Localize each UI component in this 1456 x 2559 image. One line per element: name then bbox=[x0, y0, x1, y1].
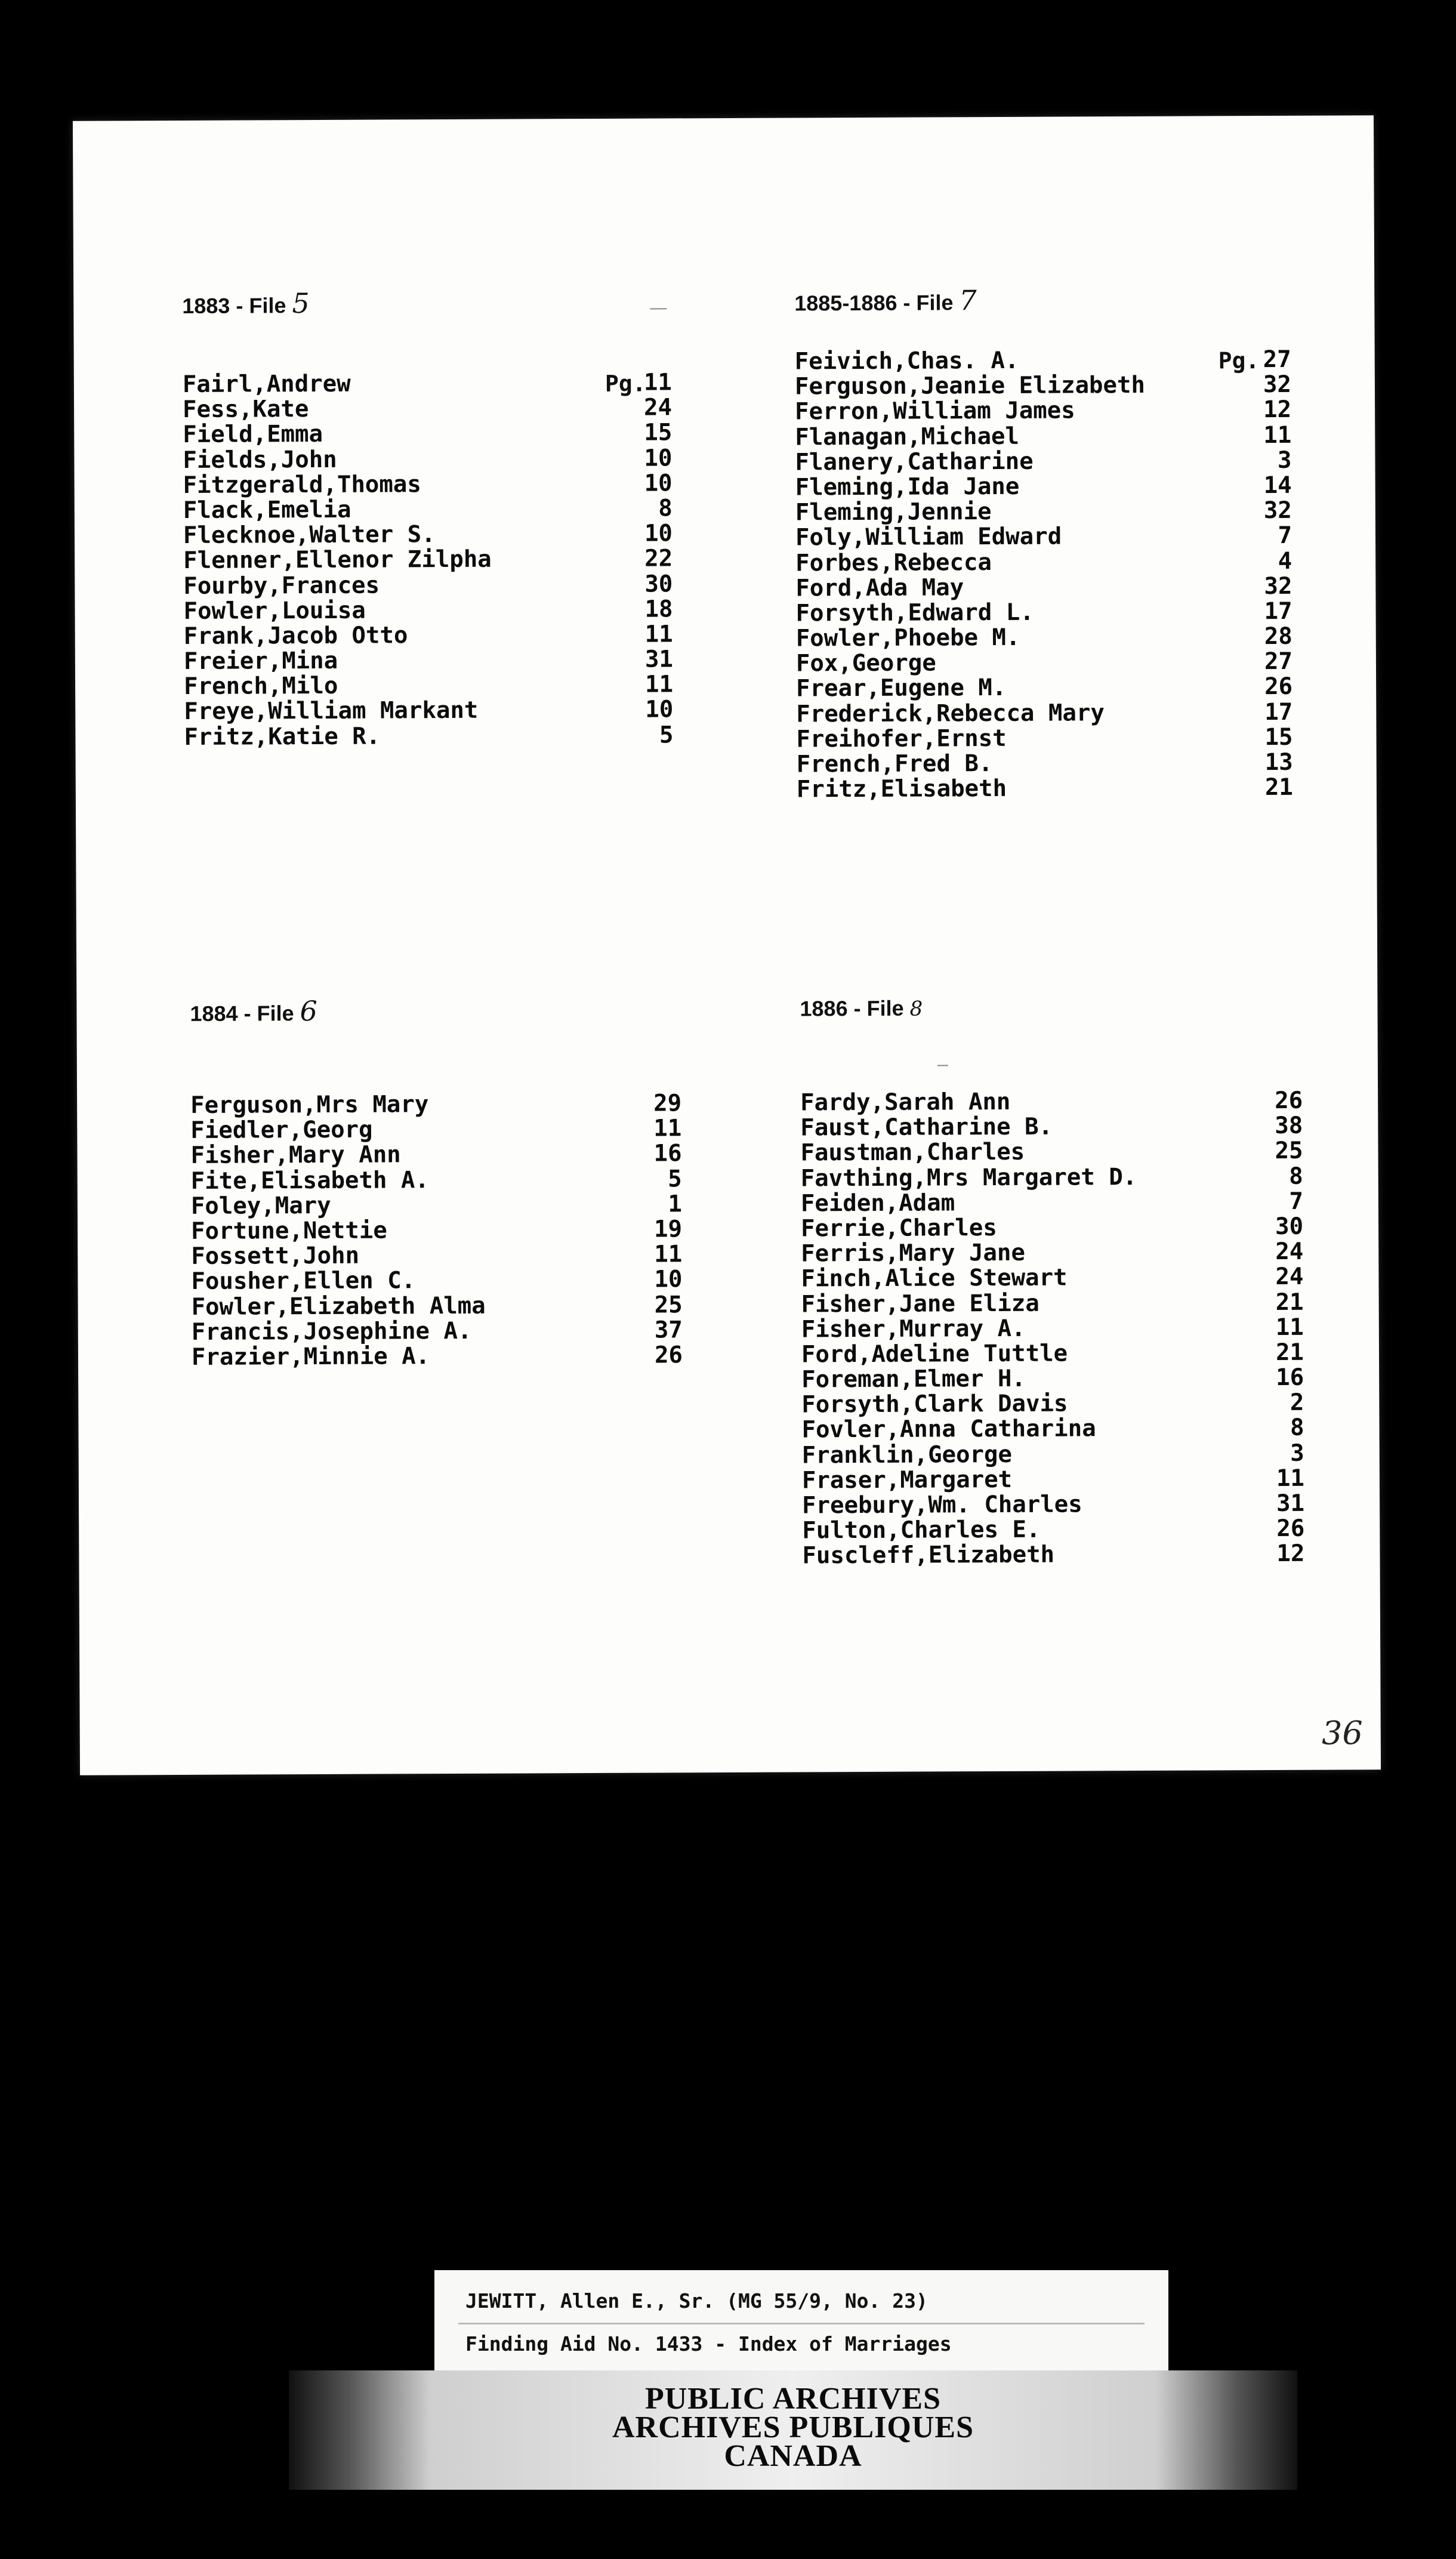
entry-name: Fraser,Margaret bbox=[801, 1466, 1013, 1494]
index-entry bbox=[795, 599, 1362, 626]
entry-name: Fowler,Phoebe M. bbox=[795, 624, 1020, 652]
index-entry bbox=[797, 750, 1364, 777]
entry-page: 13 bbox=[1264, 748, 1293, 776]
entry-page: 11 bbox=[654, 1241, 683, 1268]
entry-page: 30 bbox=[1275, 1213, 1304, 1240]
entry-page: 30 bbox=[644, 570, 673, 598]
index-entry bbox=[801, 1416, 1368, 1443]
entry-page: 10 bbox=[644, 470, 673, 497]
entry-page: 10 bbox=[654, 1266, 683, 1293]
entry-page: 5 bbox=[659, 722, 674, 749]
entry-name: Freebury,Wm. Charles bbox=[802, 1491, 1082, 1519]
entry-list bbox=[795, 347, 1364, 803]
file-number: 7 bbox=[959, 284, 977, 317]
finding-aid-label bbox=[434, 2270, 1168, 2376]
entry-name: Faust,Catharine B. bbox=[800, 1113, 1053, 1142]
section-1885-1886 bbox=[794, 282, 1361, 803]
entry-page: 32 bbox=[1264, 572, 1292, 600]
entry-name: Fitzgerald,Thomas bbox=[183, 470, 421, 499]
index-entry bbox=[795, 473, 1362, 500]
index-entry bbox=[795, 548, 1362, 576]
index-entry bbox=[801, 1315, 1368, 1342]
entry-page: 12 bbox=[1276, 1540, 1305, 1568]
entry-page: 11 bbox=[653, 1115, 682, 1142]
index-entry bbox=[190, 1116, 757, 1143]
entry-name: Fess,Kate bbox=[182, 396, 309, 424]
entry-list bbox=[190, 1091, 758, 1370]
entry-page: 24 bbox=[1275, 1263, 1304, 1291]
entry-name: Fisher,Jane Eliza bbox=[801, 1290, 1039, 1318]
entry-list bbox=[183, 370, 751, 750]
index-entry bbox=[795, 498, 1362, 525]
section-heading-text: 1886 - File bbox=[800, 995, 904, 1021]
entry-name: Field,Emma bbox=[183, 421, 323, 449]
entry-page: 26 bbox=[1275, 1087, 1303, 1114]
entry-name: Fritz,Katie R. bbox=[184, 723, 381, 751]
index-entry bbox=[795, 372, 1362, 400]
entry-page: 7 bbox=[1278, 522, 1292, 550]
index-entry bbox=[184, 672, 751, 699]
entry-page: 10 bbox=[644, 444, 673, 472]
section-heading bbox=[800, 996, 923, 1022]
entry-page: 31 bbox=[644, 646, 674, 673]
stray-mark bbox=[650, 308, 667, 309]
public-archives-stamp bbox=[289, 2370, 1297, 2490]
entry-name: Flanagan,Michael bbox=[795, 423, 1020, 451]
entry-page: 11 bbox=[1275, 1314, 1304, 1341]
entry-name: Fowler,Elizabeth Alma bbox=[191, 1292, 486, 1321]
entry-name: Ferris,Mary Jane bbox=[801, 1239, 1026, 1268]
index-entry bbox=[192, 1292, 758, 1319]
index-entry bbox=[802, 1541, 1369, 1569]
entry-page: 11 bbox=[1276, 1465, 1305, 1492]
index-entry bbox=[796, 649, 1363, 677]
entry-name: Fardy,Sarah Ann bbox=[800, 1088, 1011, 1117]
index-entry bbox=[184, 622, 751, 649]
index-entry bbox=[184, 647, 751, 674]
index-entry bbox=[183, 546, 750, 574]
entry-page: 8 bbox=[1290, 1414, 1304, 1442]
entry-page: 38 bbox=[1275, 1112, 1303, 1140]
index-entry bbox=[795, 448, 1362, 475]
stamp-line-3: CANADA bbox=[724, 2439, 862, 2473]
index-entry bbox=[191, 1217, 758, 1244]
entry-name: Flanery,Catharine bbox=[795, 448, 1034, 476]
section-heading bbox=[182, 287, 310, 320]
index-entry bbox=[801, 1340, 1368, 1367]
entry-name: Fleming,Jennie bbox=[795, 498, 992, 526]
entry-name: Fiedler,Georg bbox=[190, 1116, 373, 1145]
entry-page: 11 bbox=[643, 369, 672, 396]
file-number: 8 bbox=[909, 997, 923, 1021]
index-entry bbox=[191, 1242, 758, 1269]
index-entry bbox=[801, 1189, 1368, 1216]
index-entry bbox=[183, 395, 749, 423]
entry-name: Fisher,Mary Ann bbox=[190, 1141, 401, 1170]
entry-name: Fovler,Anna Catharina bbox=[801, 1415, 1096, 1444]
entry-name: French,Milo bbox=[184, 673, 338, 701]
entry-name: Fourby,Frances bbox=[183, 572, 380, 600]
entry-page: 31 bbox=[1276, 1490, 1305, 1517]
entry-page: 27 bbox=[1264, 648, 1293, 676]
file-number: 6 bbox=[300, 994, 317, 1028]
entry-name: Ford,Adeline Tuttle bbox=[801, 1340, 1068, 1368]
entry-page: 16 bbox=[1276, 1364, 1304, 1392]
index-entry bbox=[191, 1192, 758, 1219]
index-entry bbox=[795, 423, 1362, 450]
entry-name: Faustman,Charles bbox=[800, 1139, 1025, 1167]
index-entry bbox=[183, 471, 750, 498]
index-entry bbox=[796, 724, 1363, 752]
entry-page: 8 bbox=[1289, 1163, 1303, 1190]
entry-name: Foreman,Elmer H. bbox=[801, 1365, 1026, 1393]
stamp-line-1: PUBLIC ARCHIVES bbox=[644, 2382, 942, 2416]
index-entry bbox=[802, 1516, 1369, 1544]
entry-name: Fisher,Murray A. bbox=[801, 1315, 1026, 1343]
section-1883 bbox=[182, 285, 749, 751]
entry-page: 26 bbox=[1276, 1515, 1305, 1543]
index-entry bbox=[801, 1239, 1368, 1266]
entry-name: Finch,Alice Stewart bbox=[801, 1264, 1068, 1293]
entry-page: 37 bbox=[654, 1317, 683, 1344]
entry-page: 2 bbox=[1290, 1389, 1304, 1417]
label-divider bbox=[458, 2323, 1145, 2324]
section-1884 bbox=[190, 993, 757, 1371]
index-entry bbox=[800, 1114, 1367, 1141]
entry-page: 17 bbox=[1264, 597, 1292, 625]
entry-page: 8 bbox=[658, 495, 673, 522]
entry-name: Frear,Eugene M. bbox=[796, 674, 1007, 702]
index-entry bbox=[192, 1343, 758, 1370]
index-sheet bbox=[73, 115, 1381, 1775]
entry-page: 12 bbox=[1263, 396, 1292, 424]
stray-mark bbox=[937, 1065, 948, 1066]
index-entry bbox=[183, 370, 749, 397]
entry-page: 32 bbox=[1263, 497, 1292, 525]
index-entry bbox=[801, 1164, 1368, 1191]
label-line-reference: JEWITT, Allen E., Sr. (MG 55/9, No. 23) bbox=[465, 2289, 928, 2313]
stamp-line-2: ARCHIVES PUBLIQUES bbox=[612, 2410, 974, 2444]
entry-name: Fairl,Andrew bbox=[182, 370, 351, 398]
index-entry bbox=[801, 1265, 1368, 1292]
entry-name: Feiden,Adam bbox=[800, 1189, 955, 1217]
section-heading-text: 1885-1886 - File bbox=[794, 290, 954, 316]
entry-name: Fossett,John bbox=[191, 1242, 360, 1271]
index-entry bbox=[183, 521, 750, 548]
index-entry bbox=[795, 574, 1362, 601]
index-entry bbox=[192, 1317, 758, 1345]
entry-page: 15 bbox=[1264, 723, 1293, 751]
entry-name: Frederick,Rebecca Mary bbox=[796, 699, 1105, 728]
entry-name: Fuscleff,Elizabeth bbox=[802, 1541, 1055, 1570]
index-entry bbox=[802, 1491, 1369, 1518]
entry-name: Ford,Ada May bbox=[795, 574, 964, 602]
entry-name: Francis,Josephine A. bbox=[191, 1317, 472, 1346]
section-1886 bbox=[800, 994, 1366, 1570]
entry-page: 26 bbox=[1264, 673, 1293, 701]
entry-page: 21 bbox=[1264, 774, 1293, 801]
entry-name: Forsyth,Clark Davis bbox=[801, 1390, 1068, 1419]
entry-page: 11 bbox=[645, 671, 674, 698]
entry-name: Freye,William Markant bbox=[184, 697, 479, 726]
index-entry bbox=[801, 1391, 1368, 1418]
entry-page: 21 bbox=[1275, 1339, 1304, 1366]
section-heading bbox=[794, 284, 977, 317]
entry-page: 22 bbox=[644, 545, 673, 572]
sheet-number: 36 bbox=[1321, 1714, 1363, 1752]
index-entry bbox=[183, 597, 750, 624]
index-entry bbox=[191, 1166, 758, 1194]
entry-name: Forsyth,Edward L. bbox=[795, 599, 1034, 627]
entry-name: Freier,Mina bbox=[183, 647, 338, 676]
entry-page: 24 bbox=[1275, 1238, 1304, 1266]
page-column-label: Pg. bbox=[1218, 347, 1260, 374]
entry-page: 24 bbox=[644, 394, 673, 421]
index-entry bbox=[795, 397, 1362, 425]
entry-name: Franklin,George bbox=[801, 1441, 1013, 1469]
index-entry bbox=[183, 420, 749, 448]
index-entry bbox=[800, 1088, 1367, 1115]
entry-page: 7 bbox=[1289, 1188, 1303, 1215]
index-entry bbox=[796, 699, 1363, 727]
entry-page: 25 bbox=[654, 1291, 683, 1319]
entry-list bbox=[800, 1088, 1369, 1569]
entry-name: Favthing,Mrs Margaret D. bbox=[800, 1163, 1137, 1192]
index-entry bbox=[802, 1441, 1369, 1468]
entry-name: Fortune,Nettie bbox=[190, 1217, 387, 1245]
entry-page: 3 bbox=[1277, 446, 1292, 474]
entry-page: 19 bbox=[654, 1216, 683, 1243]
entry-page: 25 bbox=[1275, 1137, 1303, 1165]
entry-name: Ferguson,Mrs Mary bbox=[190, 1091, 429, 1119]
entry-name: Fite,Elisabeth A. bbox=[190, 1166, 429, 1195]
entry-page: 15 bbox=[644, 419, 673, 446]
index-entry bbox=[796, 674, 1363, 702]
entry-page: 17 bbox=[1264, 698, 1293, 726]
page-column-label: Pg. bbox=[604, 370, 646, 397]
entry-page: 10 bbox=[644, 520, 673, 547]
entry-page: 11 bbox=[644, 621, 673, 648]
index-entry bbox=[801, 1365, 1368, 1392]
entry-name: Fritz,Elisabeth bbox=[796, 775, 1007, 803]
entry-name: Ferguson,Jeanie Elizabeth bbox=[794, 372, 1146, 400]
entry-page: 11 bbox=[1263, 421, 1292, 449]
entry-name: Flecknoe,Walter S. bbox=[183, 521, 436, 550]
index-entry bbox=[183, 445, 749, 473]
entry-name: Fowler,Louisa bbox=[183, 597, 366, 625]
index-entry bbox=[802, 1466, 1369, 1493]
section-heading-text: 1884 - File bbox=[190, 1001, 294, 1026]
entry-page: 14 bbox=[1263, 471, 1292, 500]
entry-page: 21 bbox=[1275, 1288, 1304, 1316]
entry-name: Foly,William Edward bbox=[795, 523, 1062, 551]
index-entry bbox=[797, 775, 1364, 803]
entry-page: 29 bbox=[653, 1090, 682, 1117]
entry-page: 27 bbox=[1263, 346, 1291, 374]
entry-name: Ferron,William James bbox=[795, 397, 1075, 426]
entry-page: 32 bbox=[1263, 371, 1292, 399]
section-heading-text: 1883 - File bbox=[182, 293, 286, 318]
entry-name: Fleming,Ida Jane bbox=[795, 473, 1020, 501]
entry-name: French,Fred B. bbox=[796, 750, 993, 778]
entry-name: Fields,John bbox=[183, 446, 337, 474]
entry-page: 3 bbox=[1290, 1439, 1304, 1467]
index-entry bbox=[183, 571, 750, 599]
entry-name: Feivich,Chas. A. bbox=[794, 347, 1019, 375]
entry-page: 18 bbox=[644, 596, 673, 623]
index-entry bbox=[184, 697, 751, 724]
section-heading bbox=[190, 995, 317, 1028]
entry-name: Forbes,Rebecca bbox=[795, 548, 992, 576]
entry-name: Fousher,Ellen C. bbox=[191, 1267, 416, 1296]
entry-page: 1 bbox=[668, 1191, 682, 1218]
label-line-finding-aid: Finding Aid No. 1433 - Index of Marriages bbox=[465, 2332, 952, 2355]
index-entry bbox=[800, 1139, 1367, 1166]
index-entry bbox=[183, 496, 750, 523]
index-entry bbox=[801, 1214, 1368, 1241]
entry-name: Frazier,Minnie A. bbox=[191, 1343, 430, 1371]
entry-name: Flenner,Ellenor Zilpha bbox=[183, 546, 492, 575]
entry-name: Foley,Mary bbox=[190, 1192, 331, 1220]
index-entry bbox=[796, 624, 1363, 651]
entry-page: 5 bbox=[668, 1165, 682, 1192]
file-number: 5 bbox=[292, 287, 310, 320]
entry-name: Fox,George bbox=[795, 649, 936, 677]
entry-page: 16 bbox=[653, 1140, 682, 1167]
index-entry bbox=[795, 347, 1362, 374]
entry-name: Flack,Emelia bbox=[183, 496, 351, 524]
entry-name: Freihofer,Ernst bbox=[796, 724, 1007, 753]
index-entry bbox=[184, 722, 751, 750]
entry-page: 4 bbox=[1278, 547, 1292, 575]
entry-page: 10 bbox=[645, 696, 674, 724]
index-entry bbox=[795, 523, 1362, 551]
entry-name: Ferrie,Charles bbox=[800, 1214, 997, 1242]
entry-name: Frank,Jacob Otto bbox=[183, 622, 408, 650]
index-entry bbox=[801, 1290, 1368, 1317]
index-entry bbox=[190, 1091, 757, 1118]
entry-page: 28 bbox=[1264, 622, 1292, 650]
entry-name: Fulton,Charles E. bbox=[802, 1516, 1041, 1544]
index-entry bbox=[190, 1141, 757, 1168]
index-entry bbox=[191, 1267, 758, 1294]
entry-page: 26 bbox=[654, 1342, 683, 1369]
